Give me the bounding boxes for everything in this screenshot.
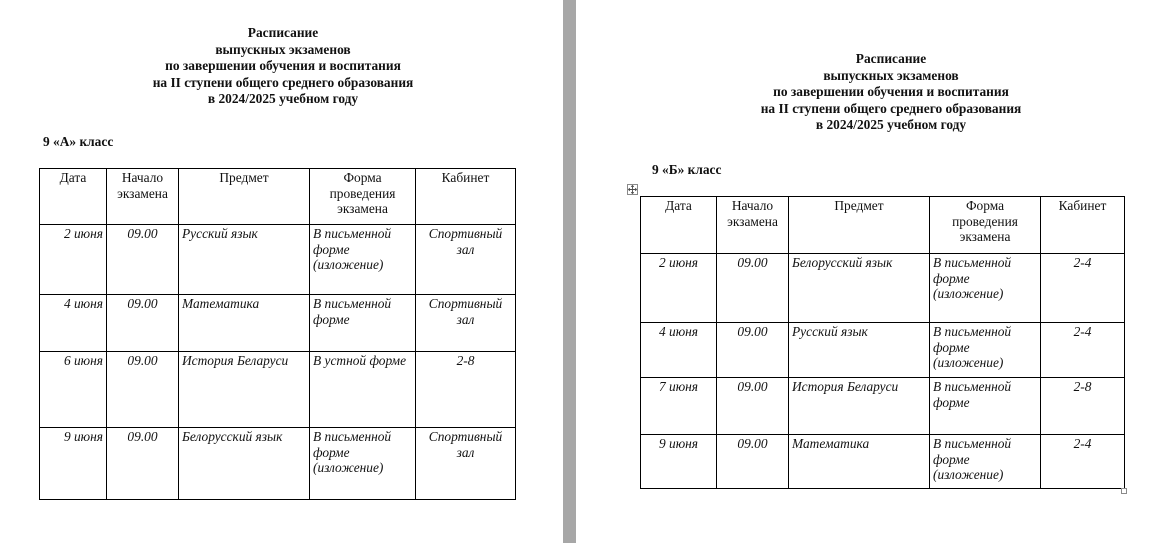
cell-date[interactable]: 6 июня [40, 352, 107, 428]
cell-date[interactable]: 4 июня [641, 323, 717, 378]
heading-line: в 2024/2025 учебном году [207, 91, 359, 106]
heading-line: выпускных экзаменов [823, 67, 959, 83]
cell-form[interactable]: В письменной форме (изложение) [930, 323, 1041, 378]
cell-room[interactable]: Спортивный зал [416, 295, 516, 352]
heading-line: выпускных экзаменов [215, 41, 351, 57]
heading-line: в 2024/2025 учебном году [815, 117, 967, 132]
table-row [40, 428, 516, 500]
cell-room[interactable]: 2-8 [1041, 378, 1125, 435]
table-move-handle-icon[interactable] [627, 184, 638, 195]
page-gutter [563, 0, 576, 543]
table-row [641, 254, 1125, 323]
table-row [40, 295, 516, 352]
column-header-subject[interactable]: Предмет [179, 169, 310, 225]
cell-time[interactable]: 09.00 [107, 352, 179, 428]
heading-line: по завершении обучения и воспитания [773, 84, 1009, 99]
document-page-right [576, 0, 1153, 543]
cell-subject[interactable]: Белорусский язык [179, 428, 310, 500]
column-header-form[interactable]: Форма проведения экзамена [310, 169, 416, 225]
cell-room[interactable]: Спортивный зал [416, 428, 516, 500]
column-header-room[interactable]: Кабинет [1041, 197, 1125, 254]
schedule-table-9b[interactable] [640, 196, 1125, 489]
cell-form[interactable]: В письменной форме [310, 295, 416, 352]
cell-room[interactable]: 2-4 [1041, 323, 1125, 378]
column-header-start[interactable]: Начало экзамена [717, 197, 789, 254]
heading-line: на II ступени общего среднего образования [760, 100, 1022, 116]
column-header-date[interactable]: Дата [641, 197, 717, 254]
cell-room[interactable]: 2-8 [416, 352, 516, 428]
heading-line: на II ступени общего среднего образования [152, 74, 414, 90]
cell-form[interactable]: В письменной форме (изложение) [310, 428, 416, 500]
cell-time[interactable]: 09.00 [107, 225, 179, 295]
cell-date[interactable]: 9 июня [641, 435, 717, 489]
cell-form[interactable]: В письменной форме (изложение) [930, 435, 1041, 489]
cell-date[interactable]: 7 июня [641, 378, 717, 435]
cell-time[interactable]: 09.00 [107, 428, 179, 500]
cell-form[interactable]: В письменной форме (изложение) [310, 225, 416, 295]
document-page-left [0, 0, 563, 543]
table-header-row [641, 197, 1125, 254]
table-row [641, 323, 1125, 378]
cell-form[interactable]: В письменной форме (изложение) [930, 254, 1041, 323]
cell-date[interactable]: 9 июня [40, 428, 107, 500]
table-row [641, 435, 1125, 489]
heading-line: Расписание [247, 25, 319, 40]
table-row [641, 378, 1125, 435]
cell-time[interactable]: 09.00 [717, 254, 789, 323]
cell-subject[interactable]: Математика [789, 435, 930, 489]
table-row [40, 225, 516, 295]
cell-time[interactable]: 09.00 [717, 435, 789, 489]
cell-date[interactable]: 2 июня [641, 254, 717, 323]
cell-room[interactable]: 2-4 [1041, 254, 1125, 323]
cell-form[interactable]: В письменной форме [930, 378, 1041, 435]
class-title-9b: 9 «Б» класс [652, 162, 722, 177]
column-header-subject[interactable]: Предмет [789, 197, 930, 254]
cell-subject[interactable]: История Беларуси [179, 352, 310, 428]
table-row [40, 352, 516, 428]
cell-subject[interactable]: История Беларуси [789, 378, 930, 435]
schedule-heading [63, 25, 503, 108]
column-header-form[interactable]: Форма проведения экзамена [930, 197, 1041, 254]
heading-line: Расписание [855, 51, 927, 66]
cell-time[interactable]: 09.00 [717, 378, 789, 435]
cell-subject[interactable]: Белорусский язык [789, 254, 930, 323]
cell-room[interactable]: Спортивный зал [416, 225, 516, 295]
cell-time[interactable]: 09.00 [717, 323, 789, 378]
cell-subject[interactable]: Математика [179, 295, 310, 352]
cell-date[interactable]: 4 июня [40, 295, 107, 352]
table-header-row [40, 169, 516, 225]
table-resize-handle-icon[interactable] [1121, 488, 1127, 494]
cell-subject[interactable]: Русский язык [179, 225, 310, 295]
cell-room[interactable]: 2-4 [1041, 435, 1125, 489]
column-header-room[interactable]: Кабинет [416, 169, 516, 225]
schedule-heading [666, 51, 1116, 134]
class-title-9a: 9 «А» класс [43, 134, 114, 149]
cell-subject[interactable]: Русский язык [789, 323, 930, 378]
schedule-table-9a[interactable] [39, 168, 516, 500]
cell-form[interactable]: В устной форме [310, 352, 416, 428]
cell-date[interactable]: 2 июня [40, 225, 107, 295]
heading-line: по завершении обучения и воспитания [165, 58, 401, 73]
column-header-start[interactable]: Начало экзамена [107, 169, 179, 225]
column-header-date[interactable]: Дата [40, 169, 107, 225]
cell-time[interactable]: 09.00 [107, 295, 179, 352]
